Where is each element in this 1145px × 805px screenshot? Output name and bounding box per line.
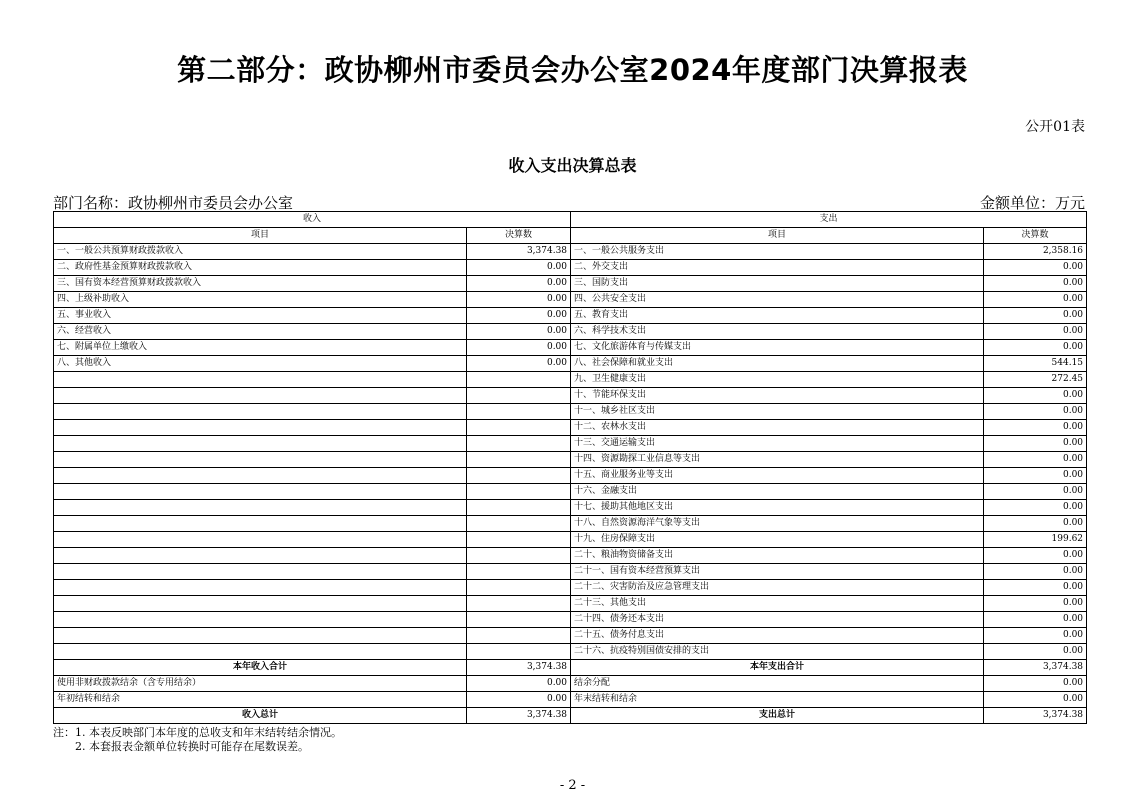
income-amount-cell xyxy=(467,516,571,532)
expense-amount-cell: 0.00 xyxy=(984,500,1087,516)
income-amount-cell xyxy=(467,644,571,660)
income-amount-cell xyxy=(467,404,571,420)
income-amount-cell xyxy=(467,532,571,548)
table-row xyxy=(54,324,1087,340)
table-row xyxy=(54,532,1087,548)
income-item-cell xyxy=(54,612,467,628)
expense-item-cell: 三、国防支出 xyxy=(571,276,984,292)
expense-item-cell: 九、卫生健康支出 xyxy=(571,372,984,388)
table-row xyxy=(54,692,1087,708)
income-grand-total-amount: 3,374.38 xyxy=(467,708,571,724)
expense-item-cell: 二、外交支出 xyxy=(571,260,984,276)
page-title: 第二部分：政协柳州市委员会办公室2024年度部门决算报表 xyxy=(177,53,968,87)
income-amount-cell xyxy=(467,500,571,516)
table-row xyxy=(54,356,1087,372)
expense-item-cell: 十四、资源勘探工业信息等支出 xyxy=(571,452,984,468)
expense-amount-cell: 0.00 xyxy=(984,676,1087,692)
income-item-cell: 一、一般公共预算财政拨款收入 xyxy=(54,244,467,260)
table-title: 收入支出决算总表 xyxy=(508,156,637,175)
table-row xyxy=(54,452,1087,468)
year-income-total-amount: 3,374.38 xyxy=(467,660,571,676)
income-amount-cell: 3,374.38 xyxy=(467,244,571,260)
expense-amount-header: 决算数 xyxy=(984,228,1087,244)
expense-item-cell: 十、节能环保支出 xyxy=(571,388,984,404)
income-item-header: 项目 xyxy=(54,228,467,244)
income-amount-cell: 0.00 xyxy=(467,276,571,292)
expense-item-cell: 二十、粮油物资储备支出 xyxy=(571,548,984,564)
income-amount-cell xyxy=(467,548,571,564)
expense-item-cell: 十九、住房保障支出 xyxy=(571,532,984,548)
income-amount-cell xyxy=(467,596,571,612)
table-row xyxy=(54,676,1087,692)
expense-amount-cell: 0.00 xyxy=(984,644,1087,660)
income-amount-cell xyxy=(467,484,571,500)
table-row xyxy=(54,500,1087,516)
income-item-cell: 四、上级补助收入 xyxy=(54,292,467,308)
expense-item-cell: 五、教育支出 xyxy=(571,308,984,324)
table-row xyxy=(54,628,1087,644)
expense-item-cell: 年末结转和结余 xyxy=(571,692,984,708)
expense-item-cell: 八、社会保障和就业支出 xyxy=(571,356,984,372)
income-section-header: 收入 xyxy=(54,212,571,228)
income-item-cell xyxy=(54,532,467,548)
column-header-row xyxy=(54,228,1087,244)
table-row xyxy=(54,612,1087,628)
expense-grand-total-label: 支出总计 xyxy=(571,708,984,724)
expense-item-cell: 二十一、国有资本经营预算支出 xyxy=(571,564,984,580)
expense-item-cell: 结余分配 xyxy=(571,676,984,692)
income-item-cell xyxy=(54,388,467,404)
expense-item-cell: 四、公共安全支出 xyxy=(571,292,984,308)
year-expense-total-amount: 3,374.38 xyxy=(984,660,1087,676)
expense-item-cell: 十六、金融支出 xyxy=(571,484,984,500)
table-row xyxy=(54,548,1087,564)
income-amount-cell xyxy=(467,420,571,436)
expense-amount-cell: 0.00 xyxy=(984,692,1087,708)
footnotes xyxy=(53,726,342,754)
table-row xyxy=(54,468,1087,484)
expense-amount-cell: 0.00 xyxy=(984,260,1087,276)
expense-amount-cell: 0.00 xyxy=(984,324,1087,340)
table-body xyxy=(54,212,1087,724)
income-amount-cell: 0.00 xyxy=(467,260,571,276)
income-amount-cell xyxy=(467,468,571,484)
expense-item-header: 项目 xyxy=(571,228,984,244)
expense-amount-cell: 0.00 xyxy=(984,420,1087,436)
expense-item-cell: 七、文化旅游体育与传媒支出 xyxy=(571,340,984,356)
income-amount-cell xyxy=(467,564,571,580)
income-item-cell: 五、事业收入 xyxy=(54,308,467,324)
expense-amount-cell: 0.00 xyxy=(984,580,1087,596)
expense-item-cell: 十五、商业服务业等支出 xyxy=(571,468,984,484)
expense-item-cell: 十二、农林水支出 xyxy=(571,420,984,436)
table-row xyxy=(54,644,1087,660)
expense-amount-cell: 2,358.16 xyxy=(984,244,1087,260)
expense-item-cell: 二十四、债务还本支出 xyxy=(571,612,984,628)
income-item-cell: 二、政府性基金预算财政拨款收入 xyxy=(54,260,467,276)
table-row xyxy=(54,580,1087,596)
expense-amount-cell: 0.00 xyxy=(984,340,1087,356)
expense-item-cell: 十七、援助其他地区支出 xyxy=(571,500,984,516)
income-amount-cell: 0.00 xyxy=(467,676,571,692)
table-row xyxy=(54,308,1087,324)
department-name: 部门名称：政协柳州市委员会办公室 xyxy=(53,194,294,212)
income-item-cell xyxy=(54,580,467,596)
expense-amount-cell: 199.62 xyxy=(984,532,1087,548)
expense-amount-cell: 0.00 xyxy=(984,388,1087,404)
income-item-cell: 年初结转和结余 xyxy=(54,692,467,708)
income-item-cell xyxy=(54,436,467,452)
amount-unit: 金额单位：万元 xyxy=(979,194,1085,212)
income-amount-cell xyxy=(467,372,571,388)
income-item-cell xyxy=(54,404,467,420)
expense-amount-cell: 0.00 xyxy=(984,308,1087,324)
expense-amount-cell: 0.00 xyxy=(984,612,1087,628)
income-item-cell xyxy=(54,452,467,468)
income-amount-cell xyxy=(467,388,571,404)
income-item-cell: 六、经营收入 xyxy=(54,324,467,340)
income-amount-cell: 0.00 xyxy=(467,308,571,324)
income-amount-cell: 0.00 xyxy=(467,692,571,708)
expense-amount-cell: 0.00 xyxy=(984,484,1087,500)
income-item-cell xyxy=(54,372,467,388)
footnote-2: 2. 本套报表金额单位转换时可能存在尾数误差。 xyxy=(53,740,309,753)
table-row xyxy=(54,244,1087,260)
expense-amount-cell: 0.00 xyxy=(984,404,1087,420)
table-row xyxy=(54,260,1087,276)
expense-section-header: 支出 xyxy=(571,212,1087,228)
expense-item-cell: 十三、交通运输支出 xyxy=(571,436,984,452)
expense-amount-cell: 0.00 xyxy=(984,468,1087,484)
table-row xyxy=(54,388,1087,404)
expense-amount-cell: 0.00 xyxy=(984,276,1087,292)
table-row xyxy=(54,484,1087,500)
expense-item-cell: 二十六、抗疫特别国债安排的支出 xyxy=(571,644,984,660)
income-amount-cell xyxy=(467,612,571,628)
expense-amount-cell: 0.00 xyxy=(984,564,1087,580)
income-amount-cell xyxy=(467,436,571,452)
expense-item-cell: 十一、城乡社区支出 xyxy=(571,404,984,420)
income-amount-cell: 0.00 xyxy=(467,324,571,340)
table-row xyxy=(54,276,1087,292)
table-row xyxy=(54,404,1087,420)
table-row xyxy=(54,372,1087,388)
income-item-cell xyxy=(54,420,467,436)
expense-grand-total-amount: 3,374.38 xyxy=(984,708,1087,724)
expense-amount-cell: 0.00 xyxy=(984,436,1087,452)
table-row xyxy=(54,420,1087,436)
income-amount-cell: 0.00 xyxy=(467,340,571,356)
income-amount-cell xyxy=(467,580,571,596)
expense-item-cell: 二十五、债务付息支出 xyxy=(571,628,984,644)
income-item-cell: 七、附属单位上缴收入 xyxy=(54,340,467,356)
table-row xyxy=(54,340,1087,356)
income-item-cell xyxy=(54,500,467,516)
expense-amount-cell: 0.00 xyxy=(984,292,1087,308)
section-header-row xyxy=(54,212,1087,228)
expense-amount-cell: 544.15 xyxy=(984,356,1087,372)
income-item-cell: 使用非财政拨款结余（含专用结余） xyxy=(54,676,467,692)
income-item-cell xyxy=(54,548,467,564)
expense-amount-cell: 0.00 xyxy=(984,516,1087,532)
grand-total-row xyxy=(54,708,1087,724)
year-income-total-label: 本年收入合计 xyxy=(54,660,467,676)
page-number: - 2 - xyxy=(559,778,586,793)
expense-amount-cell: 0.00 xyxy=(984,548,1087,564)
income-item-cell xyxy=(54,628,467,644)
year-total-row xyxy=(54,660,1087,676)
table-row xyxy=(54,436,1087,452)
income-item-cell xyxy=(54,516,467,532)
expense-amount-cell: 0.00 xyxy=(984,628,1087,644)
table-row xyxy=(54,292,1087,308)
income-amount-cell: 0.00 xyxy=(467,292,571,308)
income-item-cell xyxy=(54,596,467,612)
income-amount-cell: 0.00 xyxy=(467,356,571,372)
income-item-cell: 三、国有资本经营预算财政拨款收入 xyxy=(54,276,467,292)
income-amount-cell xyxy=(467,628,571,644)
expense-item-cell: 二十三、其他支出 xyxy=(571,596,984,612)
expense-item-cell: 十八、自然资源海洋气象等支出 xyxy=(571,516,984,532)
footnote-1: 注：1. 本表反映部门本年度的总收支和年末结转结余情况。 xyxy=(53,726,342,739)
income-amount-header: 决算数 xyxy=(467,228,571,244)
expense-item-cell: 一、一般公共服务支出 xyxy=(571,244,984,260)
form-number: 公开01表 xyxy=(1025,119,1085,135)
expense-item-cell: 六、科学技术支出 xyxy=(571,324,984,340)
table-row xyxy=(54,596,1087,612)
table-row xyxy=(54,564,1087,580)
income-item-cell xyxy=(54,644,467,660)
income-item-cell xyxy=(54,564,467,580)
income-amount-cell xyxy=(467,452,571,468)
income-item-cell xyxy=(54,468,467,484)
expense-amount-cell: 272.45 xyxy=(984,372,1087,388)
expense-amount-cell: 0.00 xyxy=(984,596,1087,612)
year-expense-total-label: 本年支出合计 xyxy=(571,660,984,676)
income-item-cell xyxy=(54,484,467,500)
expense-amount-cell: 0.00 xyxy=(984,452,1087,468)
expense-item-cell: 二十二、灾害防治及应急管理支出 xyxy=(571,580,984,596)
table-row xyxy=(54,516,1087,532)
income-item-cell: 八、其他收入 xyxy=(54,356,467,372)
income-grand-total-label: 收入总计 xyxy=(54,708,467,724)
income-expense-table xyxy=(53,211,1087,724)
